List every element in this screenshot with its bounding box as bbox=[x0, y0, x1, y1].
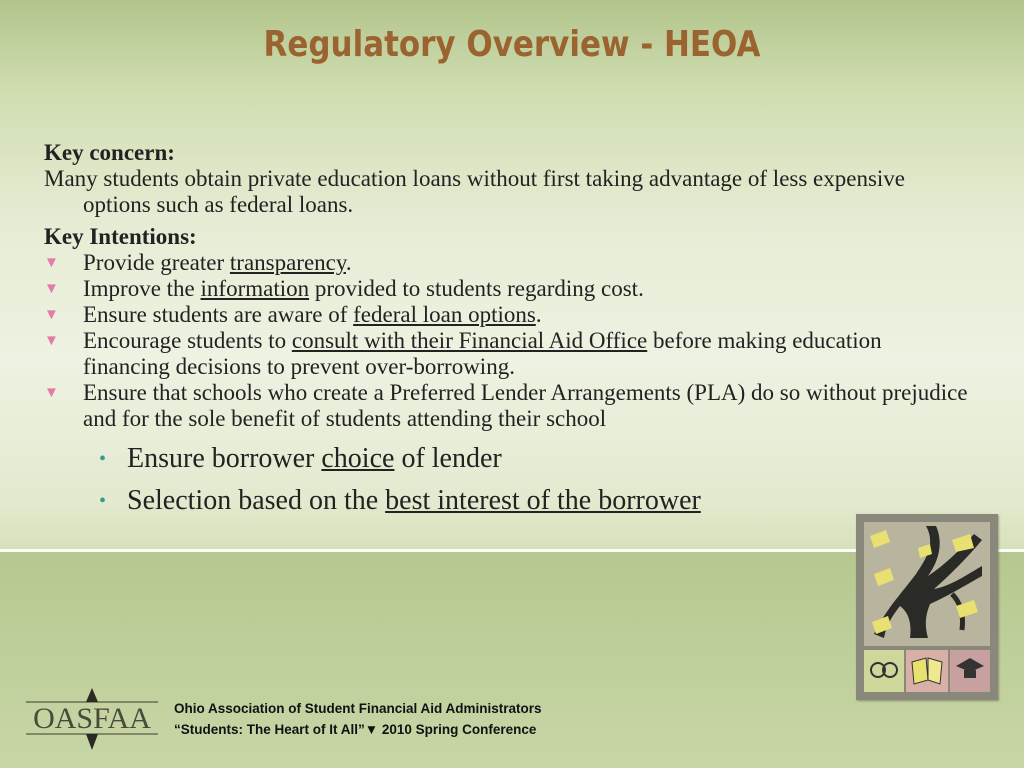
sub-item-text: Ensure borrower bbox=[127, 443, 322, 474]
key-concern-heading: Key concern: bbox=[44, 140, 175, 165]
pla-sub-list bbox=[44, 438, 974, 522]
books-tree-illustration bbox=[856, 514, 998, 700]
arrow-bullet-icon: ▼ bbox=[44, 385, 59, 401]
key-intentions-heading: Key Intentions: bbox=[44, 224, 197, 249]
intention-item bbox=[44, 380, 974, 432]
dot-bullet-icon: • bbox=[99, 448, 107, 470]
footer-text bbox=[174, 698, 542, 740]
footer-conference-line: “Students: The Heart of It All”▼ 2010 Spring Conference bbox=[174, 722, 537, 737]
arrow-bullet-icon: ▼ bbox=[44, 281, 59, 297]
sub-item-emphasis-link: best interest of the borrower bbox=[385, 485, 701, 516]
sub-list-item bbox=[44, 438, 974, 480]
intention-emphasis-link: consult with their Financial Aid Office bbox=[291, 328, 648, 353]
intention-emphasis-link: federal loan options bbox=[353, 302, 536, 327]
sub-item-emphasis-link: choice bbox=[321, 443, 395, 474]
footer-org-name: Ohio Association of Student Financial Aid Administrators bbox=[174, 701, 542, 716]
intention-item bbox=[44, 250, 974, 276]
intention-text: Encourage students to bbox=[83, 328, 292, 353]
sub-item-text: Selection based on the bbox=[127, 485, 386, 516]
arrow-bullet-icon: ▼ bbox=[44, 255, 59, 271]
intention-emphasis-link: transparency bbox=[229, 250, 346, 275]
intention-item bbox=[44, 328, 974, 380]
intention-emphasis-link: information bbox=[200, 276, 310, 301]
slide-title: Regulatory Overview - HEOA bbox=[263, 24, 761, 65]
intention-text-tail: provided to students regarding cost. bbox=[309, 276, 644, 301]
sub-list-item bbox=[44, 480, 974, 522]
oasfaa-logo bbox=[22, 688, 162, 752]
sub-item-text-tail: of lender bbox=[394, 443, 502, 474]
arrow-bullet-icon: ▼ bbox=[44, 307, 59, 323]
intention-text: Improve the bbox=[83, 276, 201, 301]
key-intentions-list bbox=[44, 250, 974, 432]
arrow-bullet-icon: ▼ bbox=[44, 333, 59, 349]
intention-text-tail: . bbox=[535, 302, 542, 327]
key-concern-text: Many students obtain private education loans without first taking advantage of less expensive options such as federal loans. bbox=[44, 166, 906, 217]
intention-text: Provide greater bbox=[83, 250, 230, 275]
intention-text-tail: before making education financing decisions to prevent over-borrowing. bbox=[83, 328, 882, 379]
intention-item bbox=[44, 302, 974, 328]
intention-item bbox=[44, 276, 974, 302]
slide-content bbox=[44, 140, 974, 522]
dot-bullet-icon: • bbox=[99, 490, 107, 512]
intention-text-tail: . bbox=[345, 250, 352, 275]
intention-text: Ensure that schools who create a Preferred Lender Arrangements (PLA) do so without prejudice and for the sole benefit of students attending their school bbox=[83, 380, 968, 431]
logo-text: OASFAA bbox=[33, 702, 151, 735]
intention-text: Ensure students are aware of bbox=[83, 302, 354, 327]
